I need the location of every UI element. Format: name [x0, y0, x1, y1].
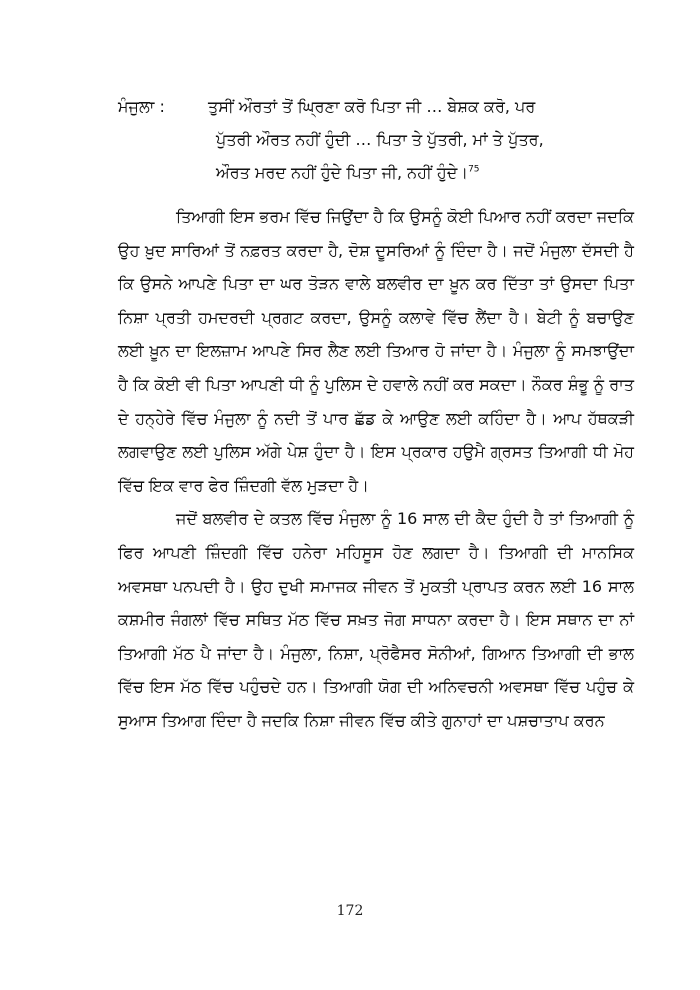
speech-line: ਤੁਸੀਂ ਔਰਤਾਂ ਤੋਂ ਘ੍ਰਿਣਾ ਕਰੋ ਪਿਤਾ ਜੀ … ਬੇਸ਼ਕ ਕਰੋ, ਪਰ [208, 97, 536, 116]
page-number: 172 [336, 903, 364, 919]
speech-text [208, 90, 638, 189]
speaker-label: ਮੰਜੁਲਾ : [118, 97, 165, 116]
speech-line-text: ਔਰਤ ਮਰਦ ਨਹੀਂ ਹੁੰਦੇ ਪਿਤਾ ਜੀ, ਨਹੀਂ ਹੁੰਦੇ। [216, 163, 469, 182]
body-text [118, 200, 634, 738]
speech-line-last [208, 156, 638, 189]
speech-line: ਪੁੱਤਰੀ ਔਰਤ ਨਹੀਂ ਹੁੰਦੀ … ਪਿਤਾ ਤੇ ਪੁੱਤਰੀ, ਮਾਂ ਤੇ ਪੁੱਤਰ, [216, 130, 544, 149]
paragraph: ਤਿਆਗੀ ਇਸ ਭਰਮ ਵਿੱਚ ਜਿਉਂਦਾ ਹੈ ਕਿ ਉਸਨੂੰ ਕੋਈ ਪਿਆਰ ਨਹੀਂ ਕਰਦਾ ਜਦਕਿ ਉਹ ਖ਼ੁਦ ਸਾਰਿਆਂ ਤੋਂ ਨਫ਼ਰਤ ਕਰਦਾ ਹੈ, ਦੋਸ਼ ਦੂਸਰਿਆਂ ਨੂੰ ਦਿੰਦਾ ਹੈ। ਜਦੋਂ ਮੰਜੁਲਾ ਦੱਸਦੀ ਹੈ ਕਿ ਉਸਨੇ ਆਪਣੇ ਪਿਤਾ ਦਾ ਘਰ ਤੋੜਨ ਵਾਲੇ ਬਲਵੀਰ ਦਾ ਖ਼ੂਨ ਕਰ ਦਿੱਤਾ ਤਾਂ ਉਸਦਾ ਪਿਤਾ ਨਿਸ਼ਾ ਪ੍ਰਤੀ ਹਮਦਰਦੀ ਪ੍ਰਗਟ ਕਰਦਾ, ਉਸਨੂੰ ਕਲਾਵੇ ਵਿੱਚ ਲੈਂਦਾ ਹੈ। ਬੇਟੀ ਨੂੰ ਬਚਾਉਣ ਲਈ ਖ਼ੂਨ ਦਾ ਇਲਜ਼ਾਮ ਆਪਣੇ ਸਿਰ ਲੈਣ ਲਈ ਤਿਆਰ ਹੋ ਜਾਂਦਾ ਹੈ। ਮੰਜੁਲਾ ਨੂੰ ਸਮਝਾਉਂਦਾ ਹੈ ਕਿ ਕੋਈ ਵੀ ਪਿਤਾ ਆਪਣੀ ਧੀ ਨੂੰ ਪੁਲਿਸ ਦੇ ਹਵਾਲੇ ਨਹੀਂ ਕਰ ਸਕਦਾ। ਨੌਕਰ ਸ਼ੰਭੂ ਨੂੰ ਰਾਤ ਦੇ ਹਨ੍ਹੇਰੇ ਵਿੱਚ ਮੰਜੁਲਾ ਨੂੰ ਨਦੀ ਤੋਂ ਪਾਰ ਛੱਡ ਕੇ ਆਉਣ ਲਈ ਕਹਿੰਦਾ ਹੈ। ਆਪ ਹੱਥਕੜੀ ਲਗਵਾਉਣ ਲਈ ਪੁਲਿਸ ਅੱਗੇ ਪੇਸ਼ ਹੁੰਦਾ ਹੈ। ਇਸ ਪ੍ਰਕਾਰ ਹਉਮੈ ਗ੍ਰਸਤ ਤਿਆਗੀ ਧੀ ਮੋਹ ਵਿੱਚ ਇਕ ਵਾਰ ਫੇਰ ਜ਼ਿੰਦਗੀ ਵੱਲ ਮੁੜਦਾ ਹੈ। [118, 207, 634, 495]
paragraph: ਜਦੋਂ ਬਲਵੀਰ ਦੇ ਕਤਲ ਵਿੱਚ ਮੰਜੁਲਾ ਨੂੰ 16 ਸਾਲ ਦੀ ਕੈਦ ਹੁੰਦੀ ਹੈ ਤਾਂ ਤਿਆਗੀ ਨੂੰ ਫਿਰ ਆਪਣੀ ਜ਼ਿੰਦਗੀ ਵਿੱਚ ਹਨੇਰਾ ਮਹਿਸੂਸ ਹੋਣ ਲਗਦਾ ਹੈ। ਤਿਆਗੀ ਦੀ ਮਾਨਸਿਕ ਅਵਸਥਾ ਪਨਪਦੀ ਹੈ। ਉਹ ਦੁਖੀ ਸਮਾਜਕ ਜੀਵਨ ਤੋਂ ਮੁਕਤੀ ਪ੍ਰਾਪਤ ਕਰਨ ਲਈ 16 ਸਾਲ ਕਸ਼ਮੀਰ ਜੰਗਲਾਂ ਵਿੱਚ ਸਥਿਤ ਮੱਠ ਵਿੱਚ ਸਖ਼ਤ ਜੋਗ ਸਾਧਨਾ ਕਰਦਾ ਹੈ। ਇਸ ਸਥਾਨ ਦਾ ਨਾਂ ਤਿਆਗੀ ਮੱਠ ਪੈ ਜਾਂਦਾ ਹੈ। ਮੰਜੁਲਾ, ਨਿਸ਼ਾ, ਪ੍ਰੋਫੈਸਰ ਸੋਨੀਆਂ, ਗਿਆਨ ਤਿਆਗੀ ਦੀ ਭਾਲ ਵਿੱਚ ਇਸ ਮੱਠ ਵਿੱਚ ਪਹੁੰਚਦੇ ਹਨ। ਤਿਆਗੀ ਯੋਗ ਦੀ ਅਨਿਵਚਨੀ ਅਵਸਥਾ ਵਿੱਚ ਪਹੁੰਚ ਕੇ ਸੁਆਸ ਤਿਆਗ ਦਿੰਦਾ ਹੈ ਜਦਕਿ ਨਿਸ਼ਾ ਜੀਵਨ ਵਿੱਚ ਕੀਤੇ ਗੁਨਾਹਾਂ ਦਾ ਪਸ਼ਚਾਤਾਪ ਕਰਨ [118, 509, 634, 730]
footnote-reference: 75 [468, 164, 480, 175]
